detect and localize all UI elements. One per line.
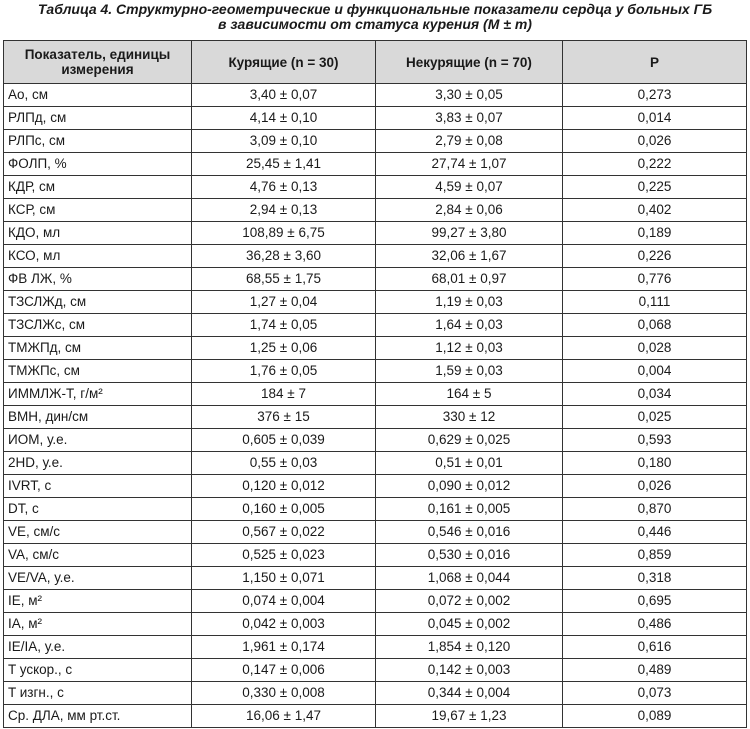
table-row bbox=[4, 199, 747, 222]
cell-nonsmokers: 2,79 ± 0,08 bbox=[376, 130, 563, 153]
table-row bbox=[4, 383, 747, 406]
cell-smokers: 0,55 ± 0,03 bbox=[192, 452, 376, 475]
cell-smokers: 0,147 ± 0,006 bbox=[192, 659, 376, 682]
cell-smokers: 0,567 ± 0,022 bbox=[192, 521, 376, 544]
table-row bbox=[4, 544, 747, 567]
cell-nonsmokers: 1,59 ± 0,03 bbox=[376, 360, 563, 383]
cell-p-value: 0,859 bbox=[563, 544, 747, 567]
header-indicator: Показатель, единицы измерения bbox=[4, 41, 192, 84]
cell-nonsmokers: 1,854 ± 0,120 bbox=[376, 636, 563, 659]
cell-indicator: T изгн., с bbox=[4, 682, 192, 705]
table-row bbox=[4, 429, 747, 452]
cell-indicator: ТМЖПс, см bbox=[4, 360, 192, 383]
cell-indicator: DT, с bbox=[4, 498, 192, 521]
cell-smokers: 3,40 ± 0,07 bbox=[192, 84, 376, 107]
cell-indicator: ТЗСЛЖд, см bbox=[4, 291, 192, 314]
cell-indicator: ТМЖПд, см bbox=[4, 337, 192, 360]
cell-p-value: 0,776 bbox=[563, 268, 747, 291]
table-row bbox=[4, 176, 747, 199]
cell-smokers: 4,76 ± 0,13 bbox=[192, 176, 376, 199]
cell-smokers: 4,14 ± 0,10 bbox=[192, 107, 376, 130]
table-row bbox=[4, 452, 747, 475]
table-row bbox=[4, 406, 747, 429]
cell-nonsmokers: 1,068 ± 0,044 bbox=[376, 567, 563, 590]
cell-p-value: 0,034 bbox=[563, 383, 747, 406]
cell-p-value: 0,111 bbox=[563, 291, 747, 314]
cell-p-value: 0,695 bbox=[563, 590, 747, 613]
cell-nonsmokers: 1,64 ± 0,03 bbox=[376, 314, 563, 337]
cell-indicator: VA, см/с bbox=[4, 544, 192, 567]
cell-p-value: 0,014 bbox=[563, 107, 747, 130]
cell-smokers: 0,525 ± 0,023 bbox=[192, 544, 376, 567]
cell-nonsmokers: 1,12 ± 0,03 bbox=[376, 337, 563, 360]
table-caption bbox=[0, 0, 750, 36]
cell-nonsmokers: 32,06 ± 1,67 bbox=[376, 245, 563, 268]
table-row bbox=[4, 84, 747, 107]
table-row bbox=[4, 291, 747, 314]
caption-line-2: в зависимости от статуса курения (М ± m) bbox=[218, 16, 532, 32]
table-row bbox=[4, 567, 747, 590]
cell-nonsmokers: 1,19 ± 0,03 bbox=[376, 291, 563, 314]
cell-smokers: 1,74 ± 0,05 bbox=[192, 314, 376, 337]
cell-smokers: 2,94 ± 0,13 bbox=[192, 199, 376, 222]
cell-indicator: 2HD, у.е. bbox=[4, 452, 192, 475]
cell-nonsmokers: 164 ± 5 bbox=[376, 383, 563, 406]
cell-indicator: IE, м² bbox=[4, 590, 192, 613]
cell-p-value: 0,089 bbox=[563, 705, 747, 728]
cell-nonsmokers: 0,161 ± 0,005 bbox=[376, 498, 563, 521]
cell-indicator: IE/IA, у.е. bbox=[4, 636, 192, 659]
table-row bbox=[4, 659, 747, 682]
cell-p-value: 0,004 bbox=[563, 360, 747, 383]
table-row bbox=[4, 475, 747, 498]
header-p-value: P bbox=[563, 41, 747, 84]
cell-p-value: 0,226 bbox=[563, 245, 747, 268]
data-table bbox=[3, 40, 747, 728]
cell-p-value: 0,446 bbox=[563, 521, 747, 544]
cell-indicator: ФВ ЛЖ, % bbox=[4, 268, 192, 291]
table-row bbox=[4, 636, 747, 659]
table-row bbox=[4, 268, 747, 291]
cell-p-value: 0,402 bbox=[563, 199, 747, 222]
cell-nonsmokers: 0,142 ± 0,003 bbox=[376, 659, 563, 682]
cell-p-value: 0,489 bbox=[563, 659, 747, 682]
cell-indicator: IA, м² bbox=[4, 613, 192, 636]
table-row bbox=[4, 222, 747, 245]
table-body bbox=[4, 84, 747, 728]
cell-smokers: 376 ± 15 bbox=[192, 406, 376, 429]
table-row bbox=[4, 498, 747, 521]
cell-smokers: 1,150 ± 0,071 bbox=[192, 567, 376, 590]
cell-p-value: 0,028 bbox=[563, 337, 747, 360]
table-row bbox=[4, 705, 747, 728]
cell-p-value: 0,870 bbox=[563, 498, 747, 521]
cell-indicator: VE, см/с bbox=[4, 521, 192, 544]
cell-indicator: ВМН, дин/см bbox=[4, 406, 192, 429]
cell-smokers: 1,27 ± 0,04 bbox=[192, 291, 376, 314]
cell-smokers: 0,042 ± 0,003 bbox=[192, 613, 376, 636]
cell-smokers: 3,09 ± 0,10 bbox=[192, 130, 376, 153]
cell-p-value: 0,073 bbox=[563, 682, 747, 705]
cell-nonsmokers: 4,59 ± 0,07 bbox=[376, 176, 563, 199]
cell-indicator: РЛПд, см bbox=[4, 107, 192, 130]
cell-p-value: 0,222 bbox=[563, 153, 747, 176]
cell-nonsmokers: 68,01 ± 0,97 bbox=[376, 268, 563, 291]
cell-nonsmokers: 0,546 ± 0,016 bbox=[376, 521, 563, 544]
header-row bbox=[4, 41, 747, 84]
cell-p-value: 0,593 bbox=[563, 429, 747, 452]
cell-p-value: 0,068 bbox=[563, 314, 747, 337]
table-row bbox=[4, 153, 747, 176]
cell-p-value: 0,273 bbox=[563, 84, 747, 107]
cell-indicator: Ср. ДЛА, мм рт.ст. bbox=[4, 705, 192, 728]
cell-smokers: 184 ± 7 bbox=[192, 383, 376, 406]
cell-nonsmokers: 0,344 ± 0,004 bbox=[376, 682, 563, 705]
table-row bbox=[4, 682, 747, 705]
cell-smokers: 0,120 ± 0,012 bbox=[192, 475, 376, 498]
table-row bbox=[4, 130, 747, 153]
table-row bbox=[4, 613, 747, 636]
cell-p-value: 0,025 bbox=[563, 406, 747, 429]
table-row bbox=[4, 521, 747, 544]
cell-smokers: 1,25 ± 0,06 bbox=[192, 337, 376, 360]
cell-p-value: 0,180 bbox=[563, 452, 747, 475]
cell-smokers: 25,45 ± 1,41 bbox=[192, 153, 376, 176]
cell-indicator: Ао, см bbox=[4, 84, 192, 107]
cell-smokers: 16,06 ± 1,47 bbox=[192, 705, 376, 728]
cell-smokers: 0,330 ± 0,008 bbox=[192, 682, 376, 705]
cell-indicator: КСР, см bbox=[4, 199, 192, 222]
cell-p-value: 0,189 bbox=[563, 222, 747, 245]
cell-smokers: 0,074 ± 0,004 bbox=[192, 590, 376, 613]
cell-indicator: РЛПс, см bbox=[4, 130, 192, 153]
cell-nonsmokers: 0,090 ± 0,012 bbox=[376, 475, 563, 498]
cell-indicator: КДО, мл bbox=[4, 222, 192, 245]
cell-nonsmokers: 0,51 ± 0,01 bbox=[376, 452, 563, 475]
cell-p-value: 0,616 bbox=[563, 636, 747, 659]
cell-nonsmokers: 19,67 ± 1,23 bbox=[376, 705, 563, 728]
table-row bbox=[4, 107, 747, 130]
table-row bbox=[4, 314, 747, 337]
caption-line-1: Таблица 4. Структурно-геометрические и функциональные показатели сердца у больных ГБ bbox=[37, 1, 713, 17]
cell-nonsmokers: 0,072 ± 0,002 bbox=[376, 590, 563, 613]
table-row bbox=[4, 590, 747, 613]
cell-indicator: ИММЛЖ-Т, г/м² bbox=[4, 383, 192, 406]
cell-smokers: 68,55 ± 1,75 bbox=[192, 268, 376, 291]
cell-p-value: 0,318 bbox=[563, 567, 747, 590]
cell-indicator: T ускор., с bbox=[4, 659, 192, 682]
cell-nonsmokers: 3,30 ± 0,05 bbox=[376, 84, 563, 107]
table-row bbox=[4, 245, 747, 268]
cell-nonsmokers: 330 ± 12 bbox=[376, 406, 563, 429]
cell-nonsmokers: 99,27 ± 3,80 bbox=[376, 222, 563, 245]
table-row bbox=[4, 360, 747, 383]
cell-indicator: КДР, см bbox=[4, 176, 192, 199]
table-row bbox=[4, 337, 747, 360]
cell-nonsmokers: 0,045 ± 0,002 bbox=[376, 613, 563, 636]
cell-indicator: ИОМ, у.е. bbox=[4, 429, 192, 452]
cell-p-value: 0,225 bbox=[563, 176, 747, 199]
cell-p-value: 0,026 bbox=[563, 475, 747, 498]
cell-p-value: 0,026 bbox=[563, 130, 747, 153]
cell-indicator: VE/VA, у.е. bbox=[4, 567, 192, 590]
cell-p-value: 0,486 bbox=[563, 613, 747, 636]
cell-smokers: 1,76 ± 0,05 bbox=[192, 360, 376, 383]
cell-indicator: ФОЛП, % bbox=[4, 153, 192, 176]
cell-smokers: 36,28 ± 3,60 bbox=[192, 245, 376, 268]
cell-nonsmokers: 2,84 ± 0,06 bbox=[376, 199, 563, 222]
cell-nonsmokers: 0,629 ± 0,025 bbox=[376, 429, 563, 452]
cell-smokers: 0,160 ± 0,005 bbox=[192, 498, 376, 521]
cell-smokers: 0,605 ± 0,039 bbox=[192, 429, 376, 452]
cell-indicator: IVRT, с bbox=[4, 475, 192, 498]
cell-nonsmokers: 3,83 ± 0,07 bbox=[376, 107, 563, 130]
cell-smokers: 108,89 ± 6,75 bbox=[192, 222, 376, 245]
cell-indicator: ТЗСЛЖс, см bbox=[4, 314, 192, 337]
cell-nonsmokers: 0,530 ± 0,016 bbox=[376, 544, 563, 567]
header-nonsmokers: Некурящие (n = 70) bbox=[376, 41, 563, 84]
cell-smokers: 1,961 ± 0,174 bbox=[192, 636, 376, 659]
cell-indicator: КСО, мл bbox=[4, 245, 192, 268]
header-smokers: Курящие (n = 30) bbox=[192, 41, 376, 84]
cell-nonsmokers: 27,74 ± 1,07 bbox=[376, 153, 563, 176]
